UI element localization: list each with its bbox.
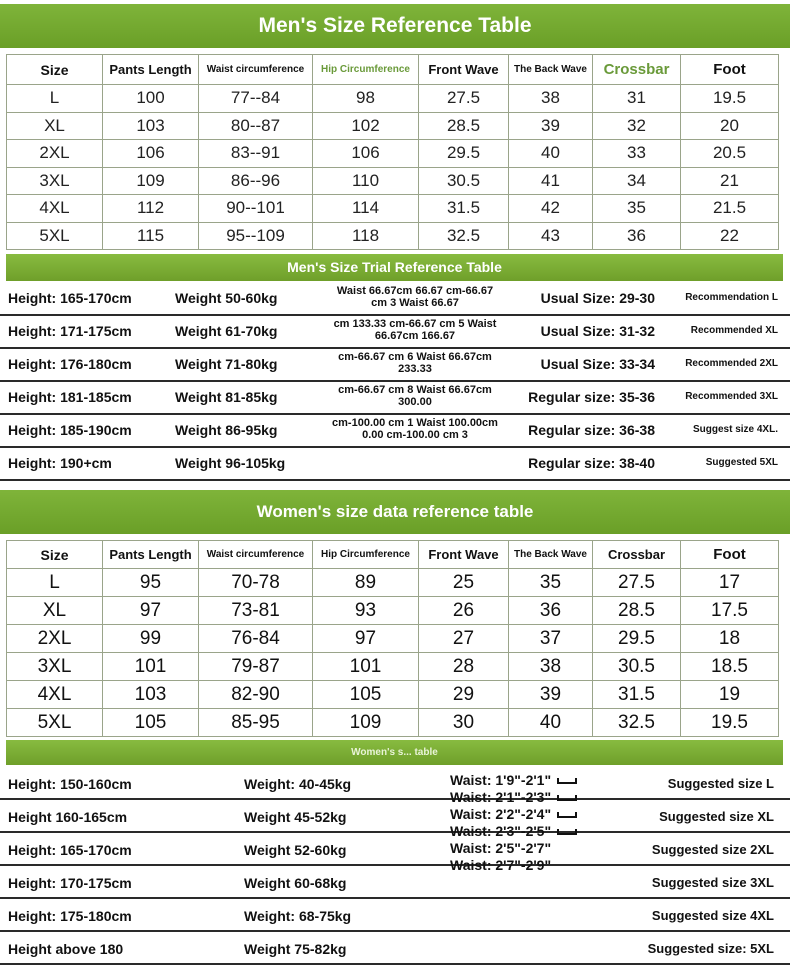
- cell-size: 3XL: [7, 167, 103, 195]
- weight-range: Weight 86-95kg: [175, 422, 278, 438]
- cell-hip: 102: [313, 112, 419, 140]
- suggested-size: Suggested size 4XL: [651, 908, 774, 923]
- cell-pants-length: 103: [103, 112, 199, 140]
- cell-foot: 22: [681, 222, 779, 250]
- cell-foot: 18.5: [681, 653, 779, 681]
- list-item: [0, 415, 790, 448]
- recommended-size: Recommended 2XL: [685, 358, 778, 369]
- header-pants-length: Pants Length: [103, 541, 199, 569]
- weight-range: Weight 81-85kg: [175, 389, 278, 405]
- cell-pants-length: 112: [103, 195, 199, 223]
- cell-size: XL: [7, 112, 103, 140]
- cell-front-wave: 30.5: [419, 167, 509, 195]
- cell-front-wave: 28: [419, 653, 509, 681]
- waist-line: [450, 789, 600, 806]
- cell-hip: 89: [313, 569, 419, 597]
- waist-note: cm-66.67 cm 8 Waist 66.67cm 300.00: [338, 384, 492, 408]
- cell-front-wave: 26: [419, 597, 509, 625]
- waist-note: Waist 66.67cm 66.67 cm-66.67 cm 3 Waist 66.67: [336, 285, 494, 309]
- cell-pants-length: 100: [103, 85, 199, 113]
- list-item: [0, 349, 790, 382]
- cell-crossbar: 32: [593, 112, 681, 140]
- cell-size: 3XL: [7, 653, 103, 681]
- height-range: Height: 150-160cm: [8, 776, 132, 792]
- cell-waist: 70-78: [199, 569, 313, 597]
- header-back-wave: The Back Wave: [509, 541, 593, 569]
- suggested-size: Suggested size: 5XL: [647, 941, 774, 956]
- list-item: [0, 932, 790, 965]
- men-trial-table-title: Men's Size Trial Reference Table: [6, 254, 783, 281]
- cell-back-wave: 42: [509, 195, 593, 223]
- cell-back-wave: 41: [509, 167, 593, 195]
- cell-foot: 17.5: [681, 597, 779, 625]
- cell-waist: 73-81: [199, 597, 313, 625]
- recommended-size: Recommended XL: [690, 325, 778, 336]
- suggested-size: Suggested size 2XL: [651, 842, 774, 857]
- header-front-wave: Front Wave: [419, 541, 509, 569]
- table-row: [7, 167, 779, 195]
- table-row: [7, 569, 779, 597]
- weight-range: Weight 50-60kg: [175, 290, 278, 306]
- cell-back-wave: 38: [509, 85, 593, 113]
- cell-foot: 19: [681, 681, 779, 709]
- women-size-table: [6, 540, 779, 737]
- cell-foot: 20: [681, 112, 779, 140]
- height-range: Height: 165-170cm: [8, 290, 132, 306]
- bracket-icon: [557, 795, 577, 801]
- cell-foot: 19.5: [681, 85, 779, 113]
- cell-front-wave: 25: [419, 569, 509, 597]
- header-crossbar: Crossbar: [593, 541, 681, 569]
- waist-line: [450, 806, 600, 823]
- suggested-size: Suggested size L: [667, 776, 774, 791]
- list-item: [0, 283, 790, 316]
- cell-pants-length: 109: [103, 167, 199, 195]
- cell-front-wave: 30: [419, 709, 509, 737]
- recommended-size: Recommendation L: [685, 292, 778, 303]
- cell-crossbar: 34: [593, 167, 681, 195]
- table-row: [7, 112, 779, 140]
- header-foot: Foot: [681, 541, 779, 569]
- cell-front-wave: 31.5: [419, 195, 509, 223]
- list-item: [0, 767, 790, 800]
- usual-size: Regular size: 38-40: [528, 455, 655, 471]
- waist-note: cm 133.33 cm-66.67 cm 5 Waist 66.67cm 166.67: [333, 318, 497, 342]
- cell-hip: 110: [313, 167, 419, 195]
- cell-waist: 76-84: [199, 625, 313, 653]
- cell-back-wave: 37: [509, 625, 593, 653]
- cell-hip: 101: [313, 653, 419, 681]
- weight-range: Weight 75-82kg: [244, 941, 347, 957]
- usual-size: Usual Size: 29-30: [540, 290, 655, 306]
- waist-line: [450, 840, 600, 857]
- weight-range: Weight 96-105kg: [175, 455, 286, 471]
- list-item: [0, 316, 790, 349]
- women-size-table-title: Women's size data reference table: [0, 490, 790, 534]
- weight-range: Weight 60-68kg: [244, 875, 347, 891]
- cell-pants-length: 99: [103, 625, 199, 653]
- table-row: [7, 625, 779, 653]
- header-size: Size: [7, 541, 103, 569]
- cell-front-wave: 29.5: [419, 140, 509, 168]
- cell-waist: 83--91: [199, 140, 313, 168]
- cell-pants-length: 97: [103, 597, 199, 625]
- cell-crossbar: 36: [593, 222, 681, 250]
- cell-foot: 17: [681, 569, 779, 597]
- women-waist-list: [450, 772, 600, 874]
- women-trial-table: [0, 767, 790, 965]
- cell-back-wave: 39: [509, 681, 593, 709]
- waist-value: Waist: 2'5"-2'7": [450, 840, 552, 856]
- weight-range: Weight 52-60kg: [244, 842, 347, 858]
- height-range: Height: 190+cm: [8, 455, 112, 471]
- women-table-header-row: [7, 541, 779, 569]
- waist-line: [450, 823, 600, 840]
- header-waist: Waist circumference: [199, 55, 313, 85]
- women-trial-table-title: Women's s... table: [6, 740, 783, 765]
- waist-value: Waist: 2'7"-2'9": [450, 857, 552, 873]
- height-range: Height above 180: [8, 941, 124, 957]
- cell-back-wave: 40: [509, 709, 593, 737]
- cell-size: 5XL: [7, 222, 103, 250]
- cell-crossbar: 32.5: [593, 709, 681, 737]
- cell-size: 5XL: [7, 709, 103, 737]
- cell-foot: 20.5: [681, 140, 779, 168]
- cell-size: L: [7, 85, 103, 113]
- usual-size: Regular size: 35-36: [528, 389, 655, 405]
- header-front-wave: Front Wave: [419, 55, 509, 85]
- weight-range: Weight: 40-45kg: [244, 776, 352, 792]
- usual-size: Regular size: 36-38: [528, 422, 655, 438]
- cell-hip: 97: [313, 625, 419, 653]
- table-row: [7, 653, 779, 681]
- height-range: Height: 185-190cm: [8, 422, 132, 438]
- waist-value: Waist: 2'2"-2'4": [450, 806, 552, 822]
- height-range: Height: 175-180cm: [8, 908, 132, 924]
- header-crossbar: Crossbar: [593, 55, 681, 85]
- cell-pants-length: 95: [103, 569, 199, 597]
- header-waist: Waist circumference: [199, 541, 313, 569]
- cell-pants-length: 106: [103, 140, 199, 168]
- waist-note: cm-66.67 cm 6 Waist 66.67cm 233.33: [338, 351, 492, 375]
- suggested-size: Suggested size 3XL: [651, 875, 774, 890]
- cell-crossbar: 31: [593, 85, 681, 113]
- list-item: [0, 448, 790, 481]
- men-table-header-row: [7, 55, 779, 85]
- cell-back-wave: 35: [509, 569, 593, 597]
- cell-front-wave: 27: [419, 625, 509, 653]
- header-hip: Hip Circumference: [313, 541, 419, 569]
- header-size: Size: [7, 55, 103, 85]
- cell-hip: 105: [313, 681, 419, 709]
- recommended-size: Suggested 5XL: [705, 457, 778, 468]
- cell-hip: 98: [313, 85, 419, 113]
- list-item: [0, 899, 790, 932]
- weight-range: Weight 61-70kg: [175, 323, 278, 339]
- bracket-icon: [557, 829, 577, 835]
- cell-front-wave: 32.5: [419, 222, 509, 250]
- bracket-icon: [557, 778, 577, 784]
- height-range: Height: 170-175cm: [8, 875, 132, 891]
- cell-crossbar: 31.5: [593, 681, 681, 709]
- waist-note: cm-100.00 cm 1 Waist 100.00cm 0.00 cm-100.00 cm 3: [332, 417, 498, 441]
- cell-waist: 95--109: [199, 222, 313, 250]
- usual-size: Usual Size: 33-34: [540, 356, 655, 372]
- cell-foot: 19.5: [681, 709, 779, 737]
- cell-back-wave: 36: [509, 597, 593, 625]
- cell-waist: 86--96: [199, 167, 313, 195]
- weight-range: Weight 45-52kg: [244, 809, 347, 825]
- table-row: [7, 681, 779, 709]
- suggested-size: Suggested size XL: [659, 809, 774, 824]
- cell-crossbar: 33: [593, 140, 681, 168]
- cell-back-wave: 40: [509, 140, 593, 168]
- waist-line: [450, 857, 600, 874]
- usual-size: Usual Size: 31-32: [540, 323, 655, 339]
- cell-waist: 85-95: [199, 709, 313, 737]
- cell-pants-length: 101: [103, 653, 199, 681]
- cell-foot: 21: [681, 167, 779, 195]
- cell-hip: 93: [313, 597, 419, 625]
- list-item: [0, 382, 790, 415]
- cell-front-wave: 28.5: [419, 112, 509, 140]
- waist-value: Waist: 2'1"-2'3": [450, 789, 552, 805]
- cell-size: XL: [7, 597, 103, 625]
- list-item: [0, 833, 790, 866]
- cell-pants-length: 103: [103, 681, 199, 709]
- cell-size: 2XL: [7, 140, 103, 168]
- cell-crossbar: 28.5: [593, 597, 681, 625]
- cell-hip: 106: [313, 140, 419, 168]
- cell-crossbar: 35: [593, 195, 681, 223]
- waist-value: Waist: 1'9"-2'1": [450, 772, 552, 788]
- men-size-table: [6, 54, 779, 250]
- cell-foot: 18: [681, 625, 779, 653]
- cell-waist: 77--84: [199, 85, 313, 113]
- cell-waist: 79-87: [199, 653, 313, 681]
- cell-crossbar: 27.5: [593, 569, 681, 597]
- cell-crossbar: 29.5: [593, 625, 681, 653]
- height-range: Height: 176-180cm: [8, 356, 132, 372]
- table-row: [7, 597, 779, 625]
- cell-size: 4XL: [7, 681, 103, 709]
- cell-waist: 90--101: [199, 195, 313, 223]
- cell-hip: 109: [313, 709, 419, 737]
- waist-line: [450, 772, 600, 789]
- cell-size: 4XL: [7, 195, 103, 223]
- weight-range: Weight 71-80kg: [175, 356, 278, 372]
- cell-back-wave: 38: [509, 653, 593, 681]
- bracket-icon: [557, 812, 577, 818]
- men-size-table-title: Men's Size Reference Table: [0, 4, 790, 48]
- cell-waist: 80--87: [199, 112, 313, 140]
- cell-back-wave: 39: [509, 112, 593, 140]
- recommended-size: Suggest size 4XL.: [692, 424, 778, 435]
- header-foot: Foot: [681, 55, 779, 85]
- table-row: [7, 85, 779, 113]
- cell-back-wave: 43: [509, 222, 593, 250]
- weight-range: Weight: 68-75kg: [244, 908, 352, 924]
- header-back-wave: The Back Wave: [509, 55, 593, 85]
- recommended-size: Recommended 3XL: [685, 391, 778, 402]
- men-trial-table: [0, 283, 790, 481]
- height-range: Height: 165-170cm: [8, 842, 132, 858]
- table-row: [7, 709, 779, 737]
- height-range: Height: 171-175cm: [8, 323, 132, 339]
- cell-pants-length: 105: [103, 709, 199, 737]
- header-hip: Hip Circumference: [313, 55, 419, 85]
- cell-crossbar: 30.5: [593, 653, 681, 681]
- list-item: [0, 866, 790, 899]
- waist-value: Waist: 2'3"-2'5": [450, 823, 552, 839]
- cell-foot: 21.5: [681, 195, 779, 223]
- header-pants-length: Pants Length: [103, 55, 199, 85]
- height-range: Height 160-165cm: [8, 809, 128, 825]
- cell-hip: 118: [313, 222, 419, 250]
- cell-waist: 82-90: [199, 681, 313, 709]
- cell-front-wave: 29: [419, 681, 509, 709]
- cell-size: L: [7, 569, 103, 597]
- cell-hip: 114: [313, 195, 419, 223]
- height-range: Height: 181-185cm: [8, 389, 132, 405]
- cell-front-wave: 27.5: [419, 85, 509, 113]
- table-row: [7, 222, 779, 250]
- table-row: [7, 195, 779, 223]
- cell-pants-length: 115: [103, 222, 199, 250]
- table-row: [7, 140, 779, 168]
- cell-size: 2XL: [7, 625, 103, 653]
- list-item: [0, 800, 790, 833]
